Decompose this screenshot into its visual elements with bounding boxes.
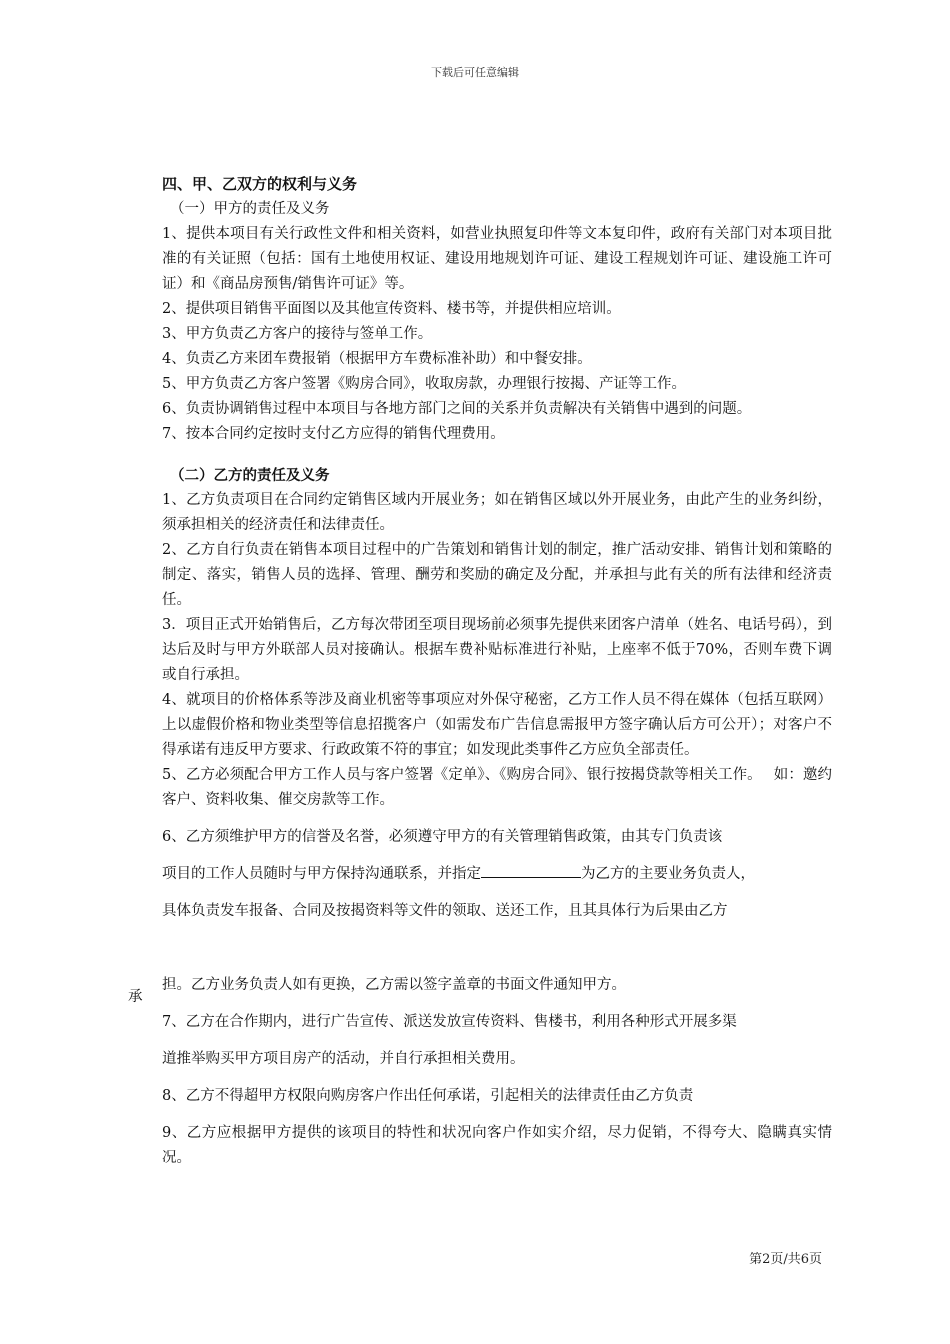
item6-overhang-gap <box>162 930 832 967</box>
page-number: 第2页/共6页 <box>749 1252 822 1267</box>
item7-line1: 7、乙方在合作期内，进行广告宣传、派送发放宣传资料、售楼书，利用各种形式开展多渠 <box>162 1014 737 1030</box>
item6-line4: 担。乙方业务负责人如有更换，乙方需以签字盖章的书面文件通知甲方。 <box>162 977 626 993</box>
party-b-item-7 <box>162 1004 832 1078</box>
item6-line2 <box>162 856 832 893</box>
party-b-title: （二）乙方的责任及义务 <box>170 467 330 484</box>
party-b-list <box>162 488 832 813</box>
page-header-watermark: 下载后可任意编辑 <box>431 66 519 79</box>
party-a-item-5: 5、甲方负责乙方客户签署《购房合同》，收取房款，办理银行按揭、产证等工作。 <box>162 376 686 392</box>
party-a-item-1: 1、提供本项目有关行政性文件和相关资料，如营业执照复印件等文本复印件，政府有关部门对本项目批准的有关证照（包括：国有土地使用权证、建设用地规划许可证、建设工程规划许可证、建设施工许可证）和《商品房预售/销售许可证》等。 <box>162 226 832 292</box>
designee-blank-line <box>481 863 581 878</box>
party-b-item-3: 3．项目正式开始销售后，乙方每次带团至项目现场前必须事先提供来团客户清单（姓名、电话号码），到达后及时与甲方外联部人员对接确认。根据车费补贴标准进行补贴，上座率不低于70%，否则车费下调或自行承担。 <box>162 617 832 683</box>
item6-line2-after: 为乙方的主要业务负责人， <box>581 866 755 882</box>
item6-line3: 具体负责发车报备、合同及按揭资料等文件的领取、送还工作，且其具体行为后果由乙方 <box>162 903 728 919</box>
section-title: 四、甲、乙双方的权利与义务 <box>162 175 358 193</box>
party-b-item-2: 2、乙方自行负责在销售本项目过程中的广告策划和销售计划的制定，推广活动安排、销售计划和策略的制定、落实，销售人员的选择、管理、酬劳和奖励的确定及分配，并承担与此有关的所有法律和经济责任。 <box>162 542 832 608</box>
party-a-item-2: 2、提供项目销售平面图以及其他宣传资料、楼书等，并提供相应培训。 <box>162 301 621 317</box>
item6-line2-before: 项目的工作人员随时与甲方保持沟通联系，并指定 <box>162 866 481 882</box>
item6-line1: 6、乙方须维护甲方的信誉及名誉，必须遵守甲方的有关管理销售政策，由其专门负责该 <box>162 829 723 845</box>
party-b-item-4: 4、就项目的价格体系等涉及商业机密等事项应对外保守秘密，乙方工作人员不得在媒体（包括互联网）上以虚假价格和物业类型等信息招揽客户（如需发布广告信息需报甲方签字确认后方可公开）；对客户不得承诺有违反甲方要求、行政政策不符的事宜；如发现此类事件乙方应负全部责任。 <box>162 692 832 758</box>
document-body <box>162 172 832 1171</box>
party-a-list <box>162 222 832 447</box>
item6-overhang-char: 承 <box>128 989 143 1005</box>
party-a-item-6: 6、负责协调销售过程中本项目与各地方部门之间的关系并负责解决有关销售中遇到的问题。 <box>162 401 752 417</box>
party-a-title: （一）甲方的责任及义务 <box>170 201 330 217</box>
party-b-item-6 <box>162 819 832 1004</box>
party-b-item-1: 1、乙方负责项目在合同约定销售区域内开展业务；如在销售区域以外开展业务，由此产生的业务纠纷，须承担相关的经济责任和法律责任。 <box>162 492 832 533</box>
party-a-item-4: 4、负责乙方来团车费报销（根据甲方车费标准补助）和中餐安排。 <box>162 351 592 367</box>
party-b-item-9: 9、乙方应根据甲方提供的该项目的特性和状况向客户作如实介绍，尽力促销，不得夸大、隐瞒真实情况。 <box>162 1125 832 1166</box>
item7-line2: 道推举购买甲方项目房产的活动，并自行承担相关费用。 <box>162 1051 525 1067</box>
party-a-item-3: 3、甲方负责乙方客户的接待与签单工作。 <box>162 326 433 342</box>
party-b-item-8: 8、乙方不得超甲方权限向购房客户作出任何承诺，引起相关的法律责任由乙方负责 <box>162 1088 694 1104</box>
party-a-item-7: 7、按本合同约定按时支付乙方应得的销售代理费用。 <box>162 426 505 442</box>
party-b-item-5: 5、乙方必须配合甲方工作人员与客户签署《定单》、《购房合同》、银行按揭贷款等相关工作。 如：邀约客户、资料收集、催交房款等工作。 <box>162 767 832 808</box>
